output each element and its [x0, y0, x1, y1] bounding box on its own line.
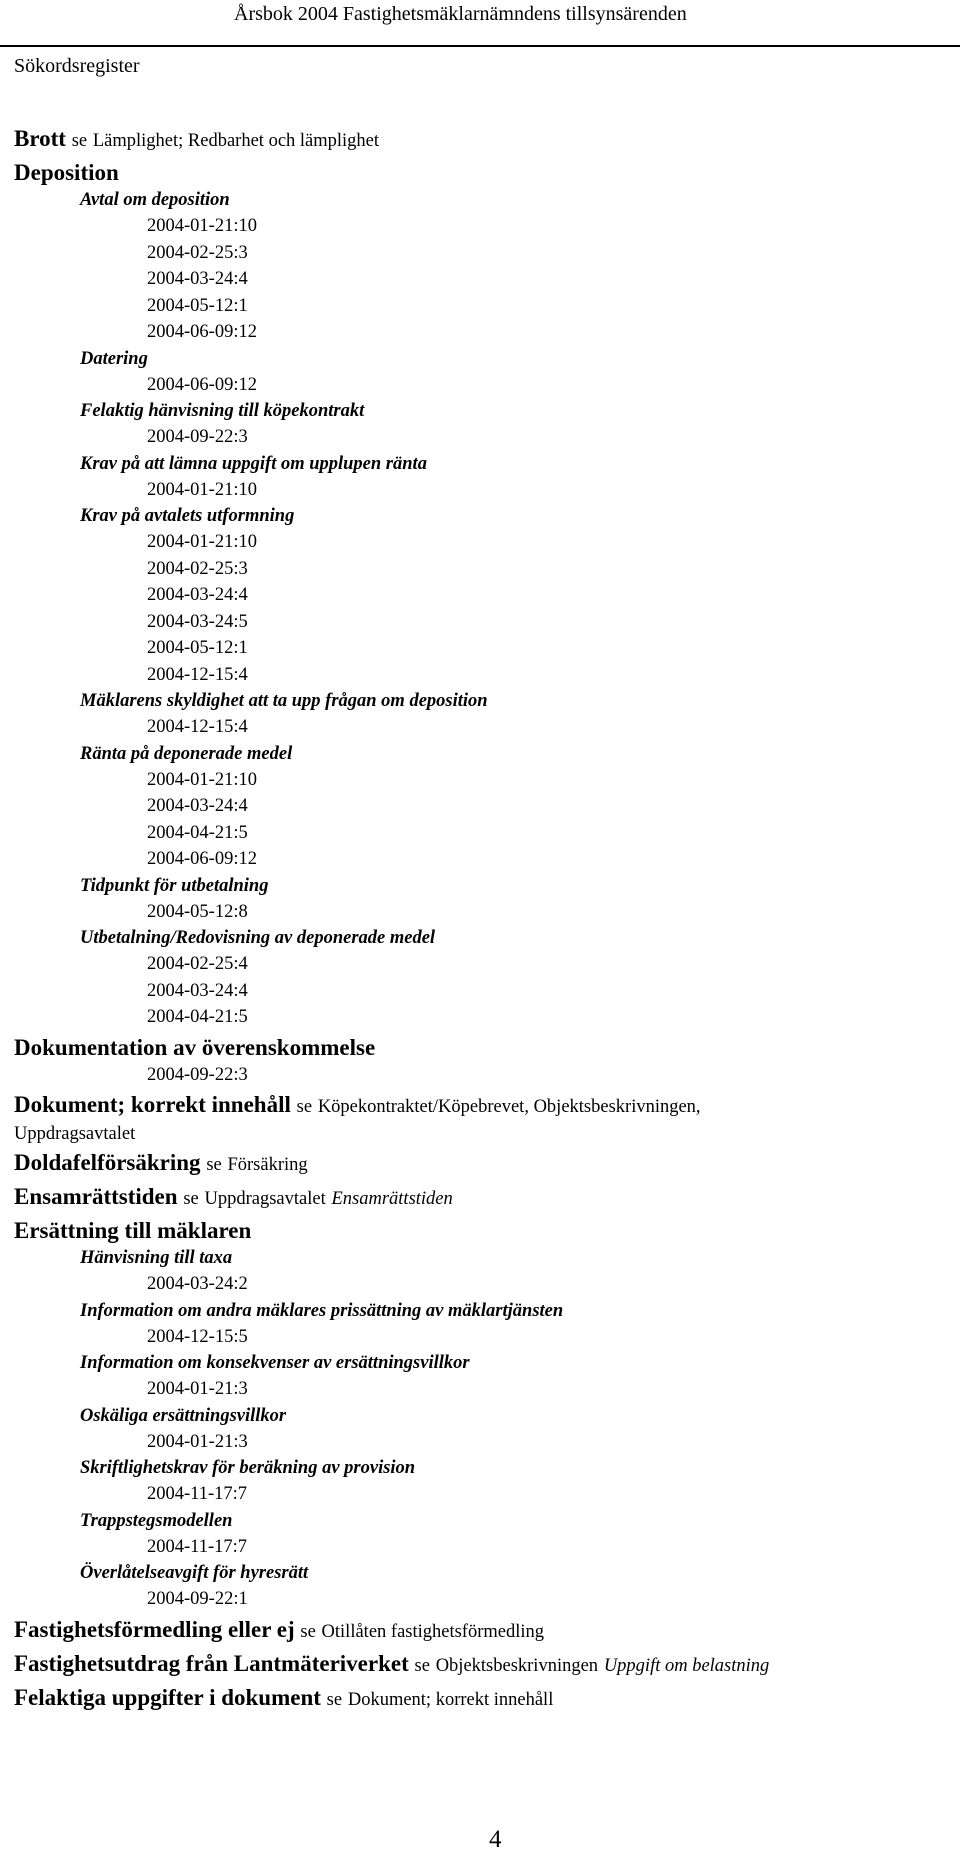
index-term: Ensamrättstiden — [14, 1184, 178, 1209]
index-subentry: Mäklarens skyldighet att ta upp frågan om deposition — [80, 691, 488, 711]
case-reference: 2004-01-21:3 — [147, 1431, 248, 1452]
index-subentry: Information om konsekvenser av ersättningsvillkor — [80, 1353, 470, 1373]
index-subentry: Tidpunkt för utbetalning — [80, 875, 269, 896]
case-reference: 2004-06-09:12 — [147, 849, 257, 869]
index-subentry: Avtal om deposition — [80, 190, 230, 210]
see-target: Objektsbeskrivningen — [435, 1655, 599, 1676]
index-subentry: Felaktig hänvisning till köpekontrakt — [80, 401, 365, 421]
case-reference: 2004-01-21:10 — [147, 216, 257, 236]
case-reference: 2004-04-21:5 — [147, 822, 248, 843]
document-header-title: Årsbok 2004 Fastighetsmäklarnämndens tillsynsärenden — [234, 3, 687, 25]
index-term-row — [14, 1148, 954, 1180]
case-reference: 2004-03-24:4 — [147, 269, 248, 289]
see-target: Lämplighet; Redbarhet och lämplighet — [92, 131, 380, 151]
index-subentry: Hänvisning till taxa — [80, 1248, 233, 1268]
case-reference: 2004-03-24:4 — [147, 585, 248, 605]
index-term-row — [14, 1090, 954, 1122]
case-reference: 2004-02-25:3 — [147, 242, 248, 263]
case-reference: 2004-12-15:4 — [147, 717, 248, 737]
header-rule — [0, 45, 960, 47]
index-term: Dokumentation av överenskommelse — [14, 1034, 376, 1060]
index-term-row — [14, 1683, 954, 1715]
see-reference: se — [326, 1689, 343, 1710]
case-reference: 2004-12-15:4 — [147, 664, 248, 685]
index-term: Fastighetsutdrag från Lantmäteriverket — [14, 1650, 409, 1676]
case-reference: 2004-03-24:4 — [147, 980, 248, 1001]
index-term: Felaktiga uppgifter i dokument — [14, 1684, 321, 1710]
see-target: Uppdragsavtalet — [204, 1189, 326, 1209]
see-target-subentry: Ensamrättstiden — [331, 1189, 453, 1209]
case-reference: 2004-05-12:1 — [147, 295, 248, 316]
index-subentry: Krav på avtalets utformning — [80, 506, 295, 526]
index-term-row — [14, 1649, 954, 1681]
case-reference: 2004-01-21:3 — [147, 1379, 248, 1399]
index-subentry: Oskäliga ersättningsvillkor — [80, 1405, 287, 1426]
index-term: Ersättning till mäklaren — [14, 1218, 252, 1243]
case-reference: 2004-05-12:8 — [147, 901, 248, 922]
index-subentry: Information om andra mäklares prissättning av mäklartjänsten — [80, 1300, 564, 1321]
index-term: Deposition — [14, 160, 119, 185]
case-reference: 2004-04-21:5 — [147, 1007, 248, 1027]
section-label: Sökordsregister — [14, 55, 140, 77]
case-reference: 2004-03-24:5 — [147, 611, 248, 632]
index-term-row — [14, 1615, 954, 1647]
see-target: Försäkring — [227, 1155, 308, 1175]
case-reference: 2004-02-25:4 — [147, 954, 248, 974]
index-subentry: Överlåtelseavgift för hyresrätt — [80, 1563, 309, 1583]
see-target: Dokument; korrekt innehåll — [347, 1689, 554, 1710]
case-reference: 2004-12-15:5 — [147, 1326, 248, 1347]
index-term-row — [14, 124, 954, 156]
see-target: Otillåten fastighetsförmedling — [321, 1621, 545, 1642]
index-subentry: Datering — [80, 348, 148, 369]
case-reference: 2004-06-09:12 — [147, 322, 257, 342]
case-reference: 2004-06-09:12 — [147, 374, 257, 395]
case-reference: 2004-09-22:3 — [147, 427, 248, 447]
index-term-row — [14, 1182, 954, 1214]
index-term-row — [14, 1033, 954, 1062]
index-term: Doldafelförsäkring — [14, 1150, 201, 1175]
case-reference: 2004-01-21:10 — [147, 532, 257, 552]
index-term: Fastighetsförmedling eller ej — [14, 1616, 295, 1642]
index-term: Brott — [14, 126, 66, 151]
index-term: Dokument; korrekt innehåll — [14, 1092, 291, 1117]
case-reference: 2004-11-17:7 — [147, 1484, 248, 1504]
case-reference: 2004-01-21:10 — [147, 769, 257, 790]
index-subentry: Skriftlighetskrav för beräkning av provision — [80, 1458, 416, 1478]
keyword-index — [14, 122, 954, 1715]
index-subentry: Krav på att lämna uppgift om upplupen ränta — [80, 453, 427, 474]
case-reference: 2004-03-24:4 — [147, 796, 248, 816]
case-reference: 2004-09-22:1 — [147, 1589, 248, 1609]
case-reference: 2004-02-25:3 — [147, 558, 248, 579]
case-reference: 2004-01-21:10 — [147, 479, 257, 500]
see-reference: se — [71, 131, 88, 151]
see-reference: se — [183, 1189, 199, 1209]
see-target: Köpekontraktet/Köpebrevet, Objektsbeskrivningen, — [317, 1097, 701, 1117]
case-reference: 2004-09-22:3 — [147, 1064, 248, 1085]
case-reference: 2004-11-17:7 — [147, 1536, 248, 1557]
see-reference: se — [296, 1097, 313, 1117]
index-term-row — [14, 158, 954, 187]
case-reference: 2004-05-12:1 — [147, 638, 248, 658]
see-target-continuation: Uppdragsavtalet — [14, 1124, 136, 1144]
index-term-row — [14, 1216, 954, 1245]
index-subentry: Ränta på deponerade medel — [80, 743, 293, 764]
see-reference: se — [414, 1655, 430, 1676]
see-reference: se — [300, 1621, 316, 1642]
index-subentry: Trappstegsmodellen — [80, 1510, 233, 1531]
index-subentry: Utbetalning/Redovisning av deponerade medel — [80, 928, 436, 948]
page-number: 4 — [489, 1826, 502, 1853]
case-reference: 2004-03-24:2 — [147, 1274, 248, 1294]
see-target-subentry: Uppgift om belastning — [603, 1655, 770, 1676]
see-reference: se — [206, 1155, 222, 1175]
